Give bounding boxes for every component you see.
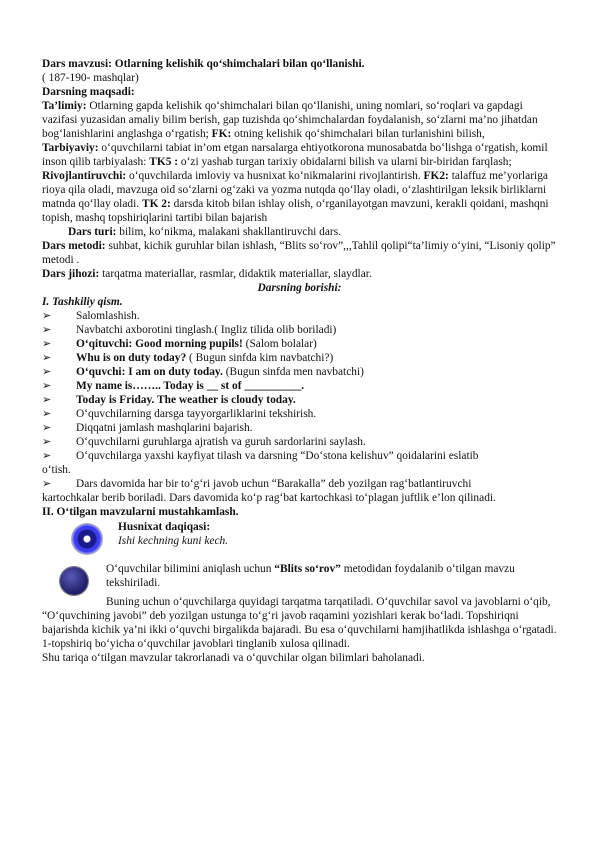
list-item xyxy=(42,323,557,337)
closing-line-2: Shu tariqa o‘tilgan mavzular takrorlanadi va o‘quvchilar olgan bilimlari baholanadi. xyxy=(42,652,425,664)
dars-metodi-paragraph xyxy=(42,239,557,267)
tarbiyaviy-paragraph xyxy=(42,141,557,169)
arrow-bullet-icon: ➢ xyxy=(42,394,52,406)
list-item xyxy=(42,351,557,365)
talimiy-label: Ta’limiy: xyxy=(42,100,87,112)
arrow-bullet-icon: ➢ xyxy=(42,408,52,420)
list-item-bold: O‘quvchi: I am on duty today. xyxy=(76,366,223,378)
dars-jihozi-line xyxy=(42,267,557,281)
list-item xyxy=(42,309,557,323)
dars-metodi-text: suhbat, kichik guruhlar bilan ishlash, “Blits so‘rov”,,,Tahlil qolipi“ta’limiy o‘yini, “Lisoniy qolip” metodi . xyxy=(42,240,556,266)
rivojlantiruvchi-label: Rivojlantiruvchi: xyxy=(42,170,127,182)
list-item-text: Diqqatni jamlash mashqlarini bajarish. xyxy=(76,422,253,434)
list-item xyxy=(42,365,557,379)
list-item xyxy=(42,407,557,421)
fk-label: FK: xyxy=(211,128,232,140)
list-item xyxy=(42,379,557,393)
tarbiyaviy-label: Tarbiyaviy: xyxy=(42,142,99,154)
arrow-bullet-icon: ➢ xyxy=(42,450,52,462)
list-item xyxy=(42,435,557,449)
exercise-ref: ( 187-190- mashqlar) xyxy=(42,72,139,84)
list-item-text: ( Bugun sinfda kim navbatchi?) xyxy=(186,352,334,364)
bullet-list xyxy=(42,309,557,505)
list-item-bold: Whu is on duty today? xyxy=(76,352,187,364)
topic-text: Otlarning kelishik qo‘shimchalari bilan qo‘llanishi. xyxy=(111,58,365,70)
arrow-bullet-icon: ➢ xyxy=(42,422,52,434)
list-item-text: O‘quvchilarga yaxshi kayfiyat tilash va darsning “Do‘stona kelishuv” qoidalarini eslatib xyxy=(76,450,479,462)
list-item-text: O‘quvchilarni guruhlarga ajratish va guruh sardorlarini saylash. xyxy=(76,436,366,448)
tk2-text: darsda kitob bilan ishlay olish, o‘rganilayotgan mavzuni, kerakli qoidani, mashqni topish, mashq topshiriqlarini tartibi bilan bajarish xyxy=(42,198,549,224)
arrow-bullet-icon: ➢ xyxy=(42,478,52,490)
list-item-text: Salomlashish. xyxy=(76,310,140,322)
document-page xyxy=(42,57,557,665)
arrow-bullet-icon: ➢ xyxy=(42,324,52,336)
talimiy-paragraph xyxy=(42,99,557,141)
arrow-bullet-icon: ➢ xyxy=(42,338,52,350)
dars-jihozi-label: Dars jihozi: xyxy=(42,268,100,280)
list-item-text: (Salom bolalar) xyxy=(242,338,317,350)
arrow-bullet-icon: ➢ xyxy=(42,366,52,378)
list-item xyxy=(42,337,557,351)
arrow-bullet-icon: ➢ xyxy=(42,352,52,364)
husnixat-text: Ishi kechning kuni kech. xyxy=(118,535,229,547)
topic-line xyxy=(42,57,557,71)
list-item-bold: Today is Friday. The weather is cloudy today. xyxy=(76,394,296,406)
list-item-continuation: o‘tish. xyxy=(42,464,71,476)
tarbiyaviy-text: o‘quvchilarni tabiat in’om etgan narsalarga ehtiyotkorona munosabatda bo‘lishga o‘rgatish, komil inson qilib tarbiyalash: xyxy=(42,142,548,168)
final-paragraph: Buning uchun o‘quvchilarga quyidagi tarqatma tarqatiladi. O‘quvchilar savol va javoblarni o‘qib, “O‘quvchining javobi” deb yozilgan ustunga to‘g‘ri javob raqamini yozishlari kerak bo‘ladi. Topshiriqni bajarishda kichik ya’ni ikki o‘quvchi birgalikda bajaradi. Bu esa o‘quvchilarni hamjihatlikda ishlashga o‘rgatadi. xyxy=(42,596,557,636)
list-item-text: Navbatchi axborotini tinglash.( Ingliz tilida olib boriladi) xyxy=(76,324,337,336)
husnixat-block xyxy=(42,520,557,554)
list-item-continuation: kartochkalar berib boriladi. Dars davomida ko‘p rag‘bat kartochkasi to‘plagan juftlik e’lon qilinadi. xyxy=(42,492,496,504)
tk2-label: TK 2: xyxy=(141,198,171,210)
tk5-text: o‘zi yashab turgan tarixiy obidalarni bilish va ularni bir-biridan farqlash; xyxy=(178,156,512,168)
dars-turi-text: bilim, ko‘nikma, malakani shakllantiruvchi dars. xyxy=(116,226,342,238)
blits-prefix: O‘quvchilar bilimini aniqlash uchun xyxy=(106,563,275,575)
dars-jihozi-text: tarqatma materiallar, rasmlar, didaktik materiallar, slaydlar. xyxy=(99,268,372,280)
list-item xyxy=(42,477,557,505)
globe-icon xyxy=(60,567,88,595)
dars-turi-line xyxy=(42,225,557,239)
rivojlantiruvchi-text: o‘quvchilarda imloviy va husnixat ko‘nikmalarini rivojlantirish. xyxy=(126,170,424,182)
arrow-bullet-icon: ➢ xyxy=(42,380,52,392)
list-item-text: O‘quvchilarning darsga tayyorgarliklarini tekshirish. xyxy=(76,408,317,420)
list-item-bold: My name is…….. Today is __ st of __________. xyxy=(76,380,305,392)
list-item xyxy=(42,421,557,435)
closing-line-1: 1-topshiriq bo‘yicha o‘quvchilar javoblari tinglanib xulosa qilinadi. xyxy=(42,638,350,650)
list-item-bold: O‘qituvchi: Good morning pupils! xyxy=(76,338,243,350)
husnixat-title: Husnixat daqiqasi: xyxy=(118,521,211,533)
list-item xyxy=(42,449,557,477)
blits-block xyxy=(42,562,557,595)
goal-heading: Darsning maqsadi: xyxy=(42,86,135,98)
fk-text: otning kelishik qo‘shimchalari bilan turlanishini bilish, xyxy=(231,128,485,140)
dars-metodi-label: Dars metodi: xyxy=(42,240,106,252)
rivojlantiruvchi-paragraph xyxy=(42,169,557,225)
blits-method: “Blits so‘rov” xyxy=(274,563,341,575)
section-2-heading: II. O‘tilgan mavzularni mustahkamlash. xyxy=(42,506,239,518)
arrow-bullet-icon: ➢ xyxy=(42,436,52,448)
disc-icon xyxy=(72,524,102,554)
list-item xyxy=(42,393,557,407)
fk2-label: FK2: xyxy=(423,170,449,182)
list-item-text: Dars davomida har bir to‘g‘ri javob uchun “Barakalla” deb yozilgan rag‘batlantiruvchi xyxy=(76,478,472,490)
talimiy-text: Otlarning gapda kelishik qo‘shimchalari bilan qo‘llanishi, uning nomlari, so‘roqlari va gapdagi vazifasi yuzasidan amaliy bilim berish, gap tuzishda qo‘shimchalardan foydalanish, so‘zlarni ma’no jihatdan bog‘lanishlarini anglashga o‘rgatish; xyxy=(42,100,538,140)
tk5-label: TK5 : xyxy=(149,156,179,168)
topic-label: Dars mavzusi: xyxy=(42,58,112,70)
arrow-bullet-icon: ➢ xyxy=(42,310,52,322)
fk2-text: talaffuz me’yorlariga rioya qila oladi, mavzuga oid so‘zlarni og‘zaki va yozma nutqda qo‘llay oladi, o‘zlashtirilgan leksik birliklarni matnda qo‘llay oladi. xyxy=(42,170,548,210)
section-1-heading: I. Tashkiliy qism. xyxy=(42,296,123,308)
list-item-text: (Bugun sinfda men navbatchi) xyxy=(222,366,364,378)
blits-suffix: metodidan foydalanib o‘tilgan mavzu tekshiriladi. xyxy=(106,563,515,589)
dars-turi-label: Dars turi: xyxy=(68,226,117,238)
blits-text xyxy=(106,562,557,590)
course-heading: Darsning borishi: xyxy=(257,282,342,294)
